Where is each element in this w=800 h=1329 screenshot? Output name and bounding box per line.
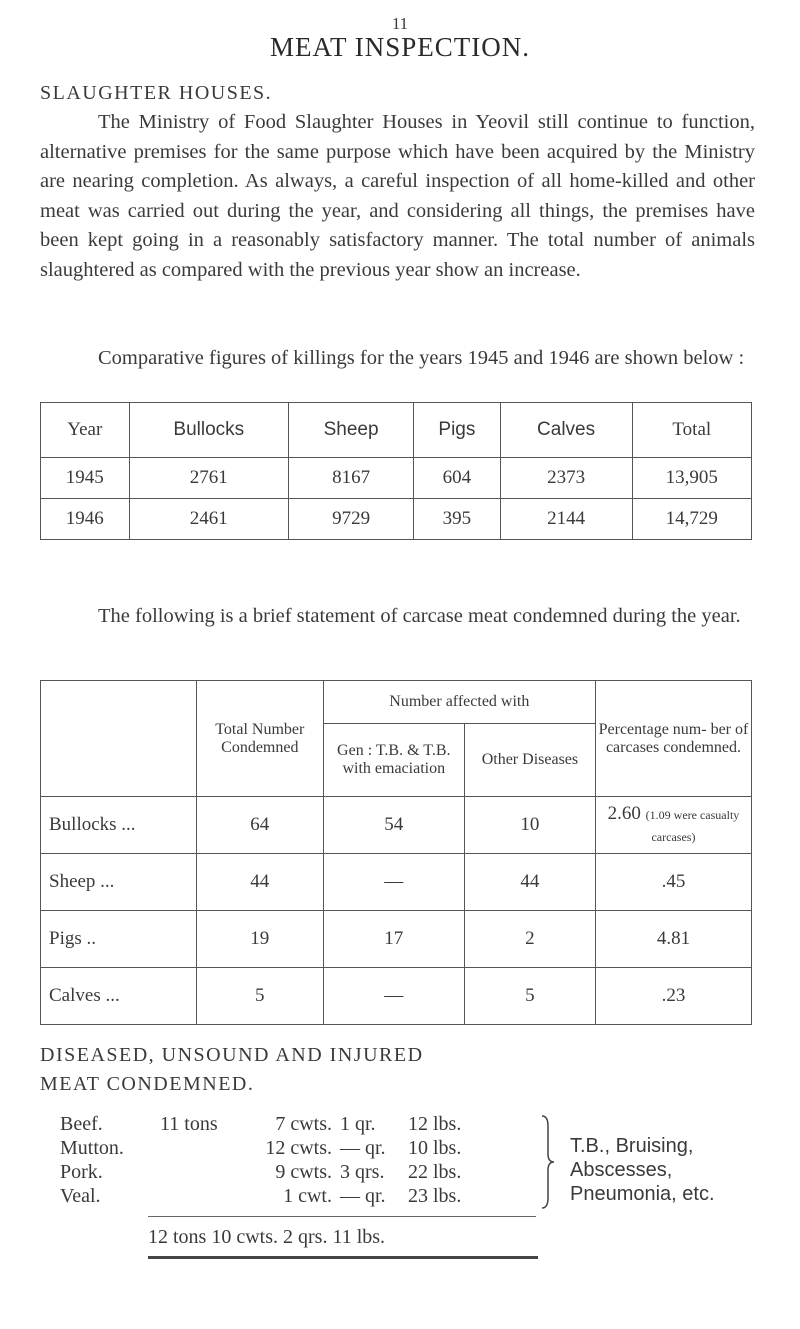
cell-total: 13,905 <box>632 458 751 499</box>
header-bullocks: Bullocks <box>129 403 288 458</box>
cell-bullocks: 2461 <box>129 499 288 540</box>
meat-row <box>60 1136 478 1160</box>
cell-tb: — <box>323 968 464 1025</box>
cell-pigs: 604 <box>414 458 500 499</box>
cell-total: 14,729 <box>632 499 751 540</box>
cell-total: 19 <box>196 911 323 968</box>
meat-cwts: 1 cwt. <box>283 1185 332 1207</box>
cell-percentage: 4.81 <box>595 911 751 968</box>
cell-sheep: 9729 <box>288 499 413 540</box>
cell-total: 5 <box>196 968 323 1025</box>
paragraph-statement <box>40 602 755 632</box>
brace <box>538 1114 558 1210</box>
meat-name: Pork. <box>60 1161 103 1183</box>
condemned-table <box>40 680 752 1025</box>
cell-calves: 2373 <box>500 458 632 499</box>
cell-year: 1945 <box>41 458 130 499</box>
meat-row <box>60 1184 478 1208</box>
table-header-row <box>41 681 752 724</box>
meat-list <box>60 1112 478 1208</box>
table-row <box>41 499 752 540</box>
paragraph-comparative <box>40 344 755 374</box>
page-number: 11 <box>391 14 409 33</box>
cause-line: Abscesses, <box>570 1159 673 1181</box>
section-heading-diseased: DISEASED, UNSOUND AND INJURED <box>40 1044 424 1066</box>
paragraph-text: Comparative figures of killings for the years 1945 and 1946 are shown below : <box>98 347 745 369</box>
meat-tons <box>160 1184 252 1208</box>
cell-total: 64 <box>196 797 323 854</box>
header-pigs: Pigs <box>414 403 500 458</box>
header-calves: Calves <box>500 403 632 458</box>
meat-row <box>60 1112 478 1136</box>
cell-other: 10 <box>464 797 595 854</box>
header-year: Year <box>41 403 130 458</box>
header-percentage: Percentage num- ber of carcases condemned. <box>595 681 751 797</box>
cell-other: 44 <box>464 854 595 911</box>
causes <box>570 1134 715 1206</box>
cell-percentage <box>595 797 751 854</box>
meat-lbs: 10 lbs. <box>408 1137 462 1159</box>
table-row <box>41 458 752 499</box>
meat-qrs: — qr. <box>340 1185 386 1207</box>
cell-animal: Sheep ... <box>41 854 197 911</box>
paragraph-text: The Ministry of Food Slaughter Houses in Yeovil still continue to function, alternative premises for the same purpose which have been acquired by the Ministry are nearing completion. As always, a careful inspection of all home-killed and other meat was carried out during the year, and considering all things, the premises have been kept going in a reasonably satisfactory manner. The total number of animals slaughtered as compared with the previous year show an increase. <box>40 111 755 281</box>
meat-cwts: 7 cwts. <box>275 1113 332 1135</box>
header-total: Total <box>632 403 751 458</box>
cell-other: 5 <box>464 968 595 1025</box>
cell-bullocks: 2761 <box>129 458 288 499</box>
meat-qrs: — qr. <box>340 1137 386 1159</box>
section-heading-condemned: MEAT CONDEMNED. <box>40 1073 255 1095</box>
table-row <box>41 854 752 911</box>
header-blank <box>41 681 197 797</box>
header-number-affected: Number affected with <box>323 681 595 724</box>
cell-pigs: 395 <box>414 499 500 540</box>
cell-animal: Bullocks ... <box>41 797 197 854</box>
cell-other: 2 <box>464 911 595 968</box>
total-double-rule <box>148 1256 538 1259</box>
meat-qrs: 1 qr. <box>340 1113 376 1135</box>
meat-tons <box>160 1136 252 1160</box>
percentage-note: (1.09 were casualty carcases) <box>645 808 740 844</box>
header-other-diseases: Other Diseases <box>464 724 595 797</box>
meat-lbs: 12 lbs. <box>408 1113 462 1135</box>
paragraph-slaughter-houses <box>40 108 755 285</box>
meat-name: Veal. <box>60 1185 101 1207</box>
cell-percentage: .23 <box>595 968 751 1025</box>
page-title: MEAT INSPECTION. <box>269 32 530 62</box>
meat-lbs: 23 lbs. <box>408 1185 462 1207</box>
meat-row <box>60 1160 478 1184</box>
meat-tons: 11 tons <box>160 1113 218 1135</box>
cell-animal: Calves ... <box>41 968 197 1025</box>
cause-line: Pneumonia, etc. <box>570 1183 715 1205</box>
table-row <box>41 797 752 854</box>
total-line: 12 tons 10 cwts. 2 qrs. 11 lbs. <box>148 1226 386 1248</box>
table-header-row <box>41 403 752 458</box>
killings-table <box>40 402 752 540</box>
header-total-condemned: Total Number Condemned <box>196 681 323 797</box>
meat-tons <box>160 1160 252 1184</box>
meat-name: Beef. <box>60 1113 103 1135</box>
header-tb: Gen : T.B. & T.B. with emaciation <box>323 724 464 797</box>
percentage-value: 2.60 <box>607 803 641 824</box>
cell-sheep: 8167 <box>288 458 413 499</box>
cell-animal: Pigs .. <box>41 911 197 968</box>
meat-name: Mutton. <box>60 1137 124 1159</box>
cell-percentage: .45 <box>595 854 751 911</box>
meat-lbs: 22 lbs. <box>408 1161 462 1183</box>
table-row <box>41 911 752 968</box>
cell-tb: 17 <box>323 911 464 968</box>
meat-cwts: 12 cwts. <box>265 1137 332 1159</box>
section-heading-slaughter-houses: SLAUGHTER HOUSES. <box>40 82 273 104</box>
cell-tb: 54 <box>323 797 464 854</box>
cause-line: T.B., Bruising, <box>570 1135 694 1157</box>
header-sheep: Sheep <box>288 403 413 458</box>
cell-tb: — <box>323 854 464 911</box>
total-rule <box>148 1216 536 1217</box>
cell-total: 44 <box>196 854 323 911</box>
cell-year: 1946 <box>41 499 130 540</box>
cell-calves: 2144 <box>500 499 632 540</box>
table-row <box>41 968 752 1025</box>
paragraph-text: The following is a brief statement of carcase meat condemned during the year. <box>98 605 741 627</box>
meat-qrs: 3 qrs. <box>340 1161 385 1183</box>
meat-cwts: 9 cwts. <box>275 1161 332 1183</box>
